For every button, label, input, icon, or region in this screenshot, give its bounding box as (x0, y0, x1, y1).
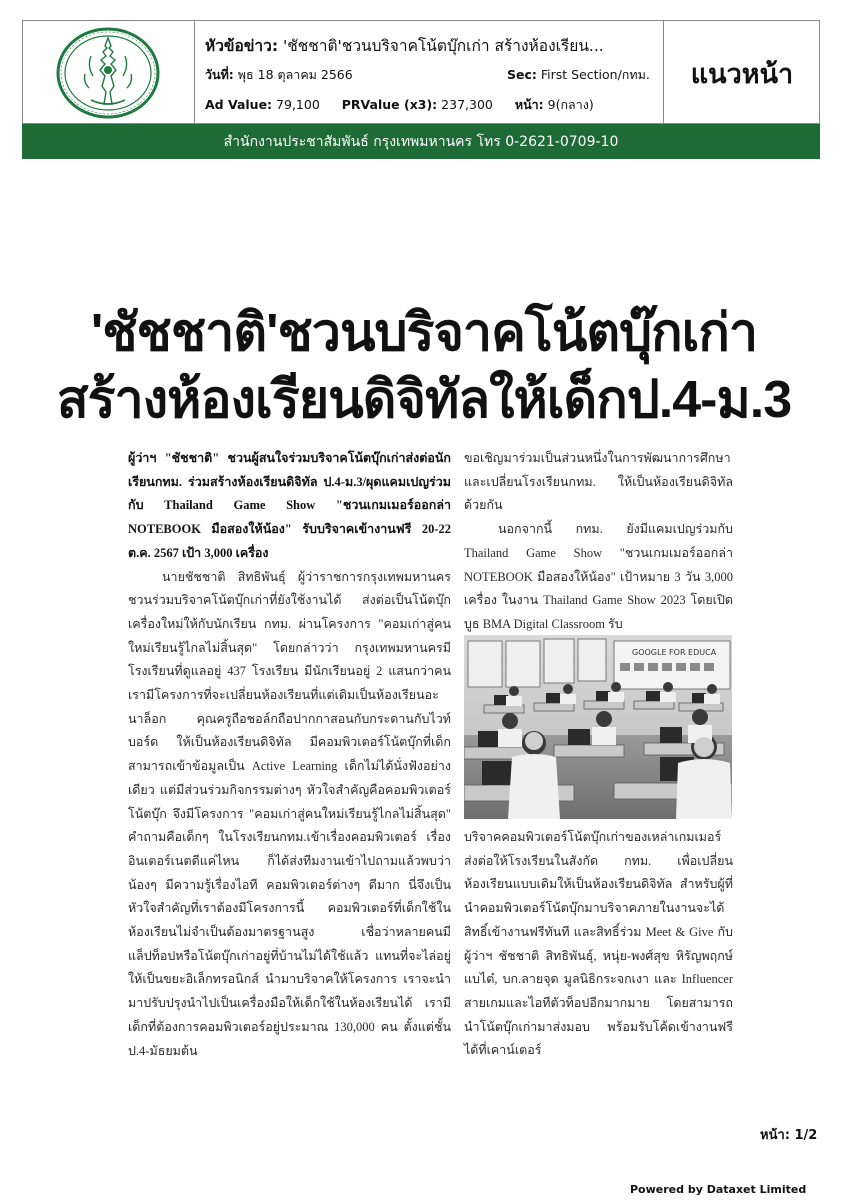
article-column-right-bottom (464, 826, 733, 1063)
section-label: Sec: (507, 67, 537, 82)
powered-by: Powered by Dataxet Limited (630, 1183, 807, 1196)
classroom-photo-image (464, 635, 732, 819)
classroom-sign: GOOGLE FOR EDUCA (632, 648, 717, 657)
bma-seal-icon (53, 26, 163, 120)
date-value: พุธ 18 ตุลาคม 2566 (237, 67, 353, 82)
pr-value-label: PRValue (x3): (341, 97, 438, 112)
headline-row (205, 33, 604, 58)
article-title-line-2: สร้างห้องเรียนดิจิทัลให้เด็กป.4-ม.3 (56, 371, 792, 429)
date-row (205, 65, 353, 85)
page-number-label: หน้า: (760, 1128, 790, 1143)
ad-value-label: Ad Value: (205, 97, 273, 112)
article-title-line-1: 'ชัชชาติ'ชวนบริจาคโน้ตบุ๊กเก่า (90, 304, 758, 362)
date-label: วันที่: (205, 67, 234, 82)
article-column-right-top (464, 447, 733, 637)
clipping-info (195, 21, 663, 125)
article-column-left (128, 447, 451, 1063)
page-value: 9(กลาง) (547, 97, 594, 112)
article-paragraph-2: ขอเชิญมาร่วมเป็นส่วนหนึ่งในการพัฒนาการศึกษาและเปลี่ยนโรงเรียนกทม. ให้เป็นห้องเรียนดิจิทัลด้วยกัน (464, 451, 733, 513)
page-label: หน้า: (514, 97, 544, 112)
headline-label: หัวข้อข่าว: (205, 37, 279, 55)
page-number (760, 1124, 817, 1145)
office-bar: สำนักงานประชาสัมพันธ์ กรุงเทพมหานคร โทร 0-2621-0709-10 (22, 124, 820, 159)
bma-seal-logo (23, 21, 195, 125)
clipping-header (22, 20, 820, 124)
value-row (205, 95, 594, 115)
article-paragraph-1: นายชัชชาติ สิทธิพันธุ์ ผู้ว่าราชการกรุงเทพมหานคร ชวนร่วมบริจาคโน้ตบุ๊กเก่าที่ยังใช้งานได้ ส่งต่อเป็นโน้ตบุ๊กเครื่องใหม่ให้กับนักเรียน กทม. ผ่านโครงการ "คอมเก่าสู่คนใหม่เรียนรู้ไกลไม่สิ้นสุด" โดยกล่าวว่า กรุงเทพมหานครมีโรงเรียนที่ดูแลอยู่ 437 โรงเรียน มีนักเรียนอยู่ 2 แสนกว่าคน เรามีโครงการที่จะเปลี่ยนห้องเรียนที่แต่เดิมเป็นห้องเรียนอะนาล็อก คุณครูถือชอล์กถือปากกาสอนกับกระดานกับไวท์บอร์ด ให้เป็นห้องเรียนดิจิทัล มีคอมพิวเตอร์โน้ตบุ๊กที่เด็กสามารถเข้าข้อมูลเป็น Active Learning เด็กไม่ได้นั่งฟังอย่างเดียว แต่มีส่วนร่วมกิจกรรมต่างๆ หัวใจสำคัญคือคอมพิวเตอร์โน้ตบุ๊ก จึงมีโครงการ "คอมเก่าสู่คนใหม่เรียนรู้ไกลไม่สิ้นสุด" คำถามคือเด็กๆ ในโรงเรียนกทม.เข้าเรื่องคอมพิวเตอร์ เรื่องอินเตอร์เนตดีแค่ไหน ก็ได้ส่งทีมงานเข้าไปถามแล้วพบว่าน้องๆ มีความรู้เรื่องไอที คอมพิวเตอร์ต่างๆ ดีมาก นี่จึงเป็นหัวใจสำคัญที่เราต้องมีโครงการนี้ คอมพิวเตอร์ที่เด็กใช้ในห้องเรียนไม่จำเป็นต้องมาตรฐานสูง เชื่อว่าหลายคนมีแล็ปท็อปหรือโน้ตบุ๊กเก่าอยู่ที่บ้านไม่ได้ใช้แล้ว แทนที่จะไล่อยู่ให้เป็นขยะอิเล็กทรอนิกส์ นำมาบริจาคให้โครงการ เราจะนำมาปรับปรุงนำไปเป็นเครื่องมือให้เด็กใช้ในห้องเรียนได้ เรามีเด็กที่ต้องการคอมพิวเตอร์อยู่ประมาณ 130,000 คน ตั้งแต่ชั้น ป.4-มัธยมต้น (128, 569, 451, 1058)
page-number-value: 1/2 (794, 1128, 818, 1143)
article-lead: ผู้ว่าฯ "ชัชชาติ" ชวนผู้สนใจร่วมบริจาคโน้ตบุ๊กเก่าส่งต่อนักเรียนกทม. ร่วมสร้างห้องเรียนดิจิทัล ป.4-ม.3/ผุดแคมเปญร่วมกับ Thailand Game Show "ชวนเกมเมอร์ออกล่า NOTEBOOK มือสองให้น้อง" รับบริจาคเข้างานฟรี 20-22 ต.ค. 2567 เป้า 3,000 เครื่อง (128, 451, 451, 560)
section-value: First Section/กทม. (540, 67, 650, 82)
newspaper-name: แนวหน้า (663, 21, 820, 125)
ad-value: 79,100 (276, 97, 320, 112)
article-paragraph-4: บริจาคคอมพิวเตอร์โน้ตบุ๊กเก่าของเหล่าเกมเมอร์ ส่งต่อให้โรงเรียนในสังกัด กทม. เพื่อเปลี่ยนห้องเรียนแบบเดิมให้เป็นห้องเรียนดิจิทัล สำหรับผู้ที่นำคอมพิวเตอร์โน้ตบุ๊กมาบริจาคภายในงานจะได้สิทธิ์เข้างานฟรีทันที และสิทธิ์ร่วม Meet & Give กับผู้ว่าฯ ชัชชาติ สิทธิพันธุ์, หนุ่ย-พงศ์สุข หิรัญพฤกษ์ แบไต๋, บก.ลายจุด มูลนิธิกระจกเงา และ Influencer สายเกมและไอทีตัวท็อปอีกมากมาย โดยสามารถนำโน้ตบุ๊กเก่ามาส่งมอบ พร้อมรับโค้ดเข้างานฟรีได้ที่เคาน์เตอร์ (464, 830, 733, 1058)
headline-value: 'ชัชชาติ'ชวนบริจาคโน้ตบุ๊กเก่า สร้างห้องเรียน... (282, 37, 604, 55)
article-paragraph-3: นอกจากนี้ กทม. ยังมีแคมเปญร่วมกับ Thailand Game Show "ชวนเกมเมอร์ออกล่า NOTEBOOK มือสองให้น้อง" เป้าหมาย 3 วัน 3,000 เครื่อง ในงาน Thailand Game Show 2023 โดยเปิดบูธ BMA Digital Classroom รับ (464, 522, 733, 631)
section-row (507, 65, 650, 85)
classroom-photo (464, 635, 732, 819)
pr-value: 237,300 (441, 97, 493, 112)
